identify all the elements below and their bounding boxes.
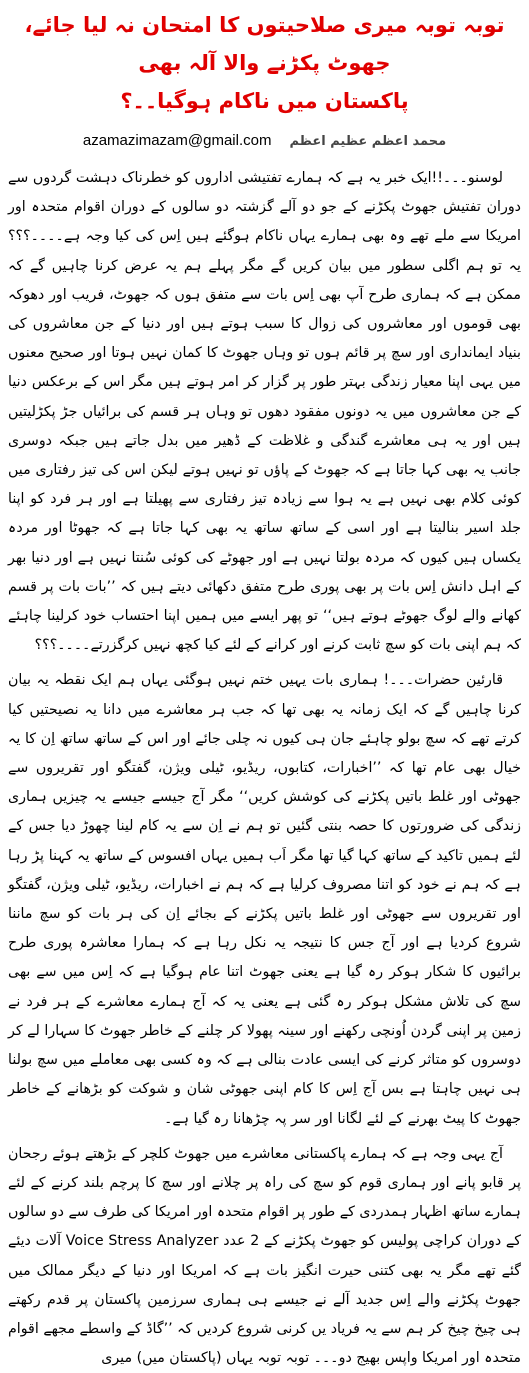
- headline-line-1: توبہ توبہ میری صلاحیتوں کا امتحان نہ لیا جائے، جھوٹ پکڑنے والا آلہ بھی: [24, 13, 505, 75]
- author-name: محمد اعظم عظیم اعظم: [289, 134, 447, 149]
- author-email: azamazimazam@gmail.com: [82, 132, 272, 149]
- headline-line-2: پاکستان میں ناکام ہوگیا۔۔؟: [120, 89, 409, 113]
- paragraph-2: قارئین حضرات۔۔۔! ہماری بات یہیں ختم نہیں ہوگئی یہاں ہم ایک نقطہ یہ بیان کرنا چاہیں گے کہ ایک زمانہ یہ بھی تھا کہ جب ہر معاشرے میں دانا یہ نصیحتیں کیا کرتے تھے کہ سچ بولو چاہئے جان ہی کیوں نہ چلی جائے اور اس کے ساتھ ساتھ اِن کا یہ خیال بھی عام تھا کہ ’’اخبارات، کتابوں، ریڈیو، ٹیلی ویژن، گفتگو اور تقریروں سے جھوٹی اور غلط باتیں پکڑنے کی کوشش کریں‘‘ مگر آج جیسے جیسے یہ چیزیں ہماری زندگی کی ضرورتوں کا حصہ بنتی گئیں تو ہم نے اِن سے یہ کام لینا چھوڑ دیا جس کے لئے ہمیں تاکید کے ساتھ کہا گیا تھا مگر اَب ہمیں یہاں افسوس کے ساتھ یہ کہنا پڑ رہا ہے کہ ہم نے خود کو اتنا مصروف کرلیا ہے کہ ہم نے اخبارات، ریڈیو، ٹیلی ویژن، گفتگو اور تقریروں سے جھوٹی اور غلط باتیں پکڑنے کے بجائے اِن کی ہر بات کو سچ ماننا شروع کردیا ہے اور آج جس کا نتیجہ یہ نکل رہا ہے کہ ہمارا معاشرہ پوری طرح برائیوں کا شکار ہوکر رہ گیا ہے یعنی جھوٹ اتنا عام ہوگیا ہے کہ اِس میں سے بھی سچ کی تلاش مشکل ہوکر رہ گئی ہے یعنی یہ کہ آج ہمارے معاشرے کے ہر فرد نے زمین پر اپنی گردن اُونچی رکھنے اور سینہ پھولا کر چلنے کے خاطر جھوٹ کا سہارا لے کر دوسروں کو متاثر کرنے کی ایسی عادت بنالی ہے کہ وہ کسی بھی معاملے میں سچ بولنا ہی نہیں چاہتا ہے بس آج اِس کا کام اپنی جھوٹی شان و شوکت کو بڑھانے کے خاطر جھوٹ کا پیٹ بھرنے کے لئے لگانا اور سر پہ چڑھانا رہ گیا ہے۔: [8, 672, 521, 1127]
- byline: [0, 132, 529, 152]
- paragraph-1: لوسنو۔۔۔!!ایک خبر یہ ہے کہ ہمارے تفتیشی اداروں کو خطرناک دہشت گردوں سے دوران تفتیش جھوٹ پکڑنے کے جو دو آلے گزشتہ دو سالوں کے دوران اقوام متحدہ اور امریکا سے ملے تھے وہ بھی ہمارے یہاں ناکام ہوگئے ہیں اِس کی کیا وجہ ہے۔۔۔۔؟؟؟ یہ تو ہم اگلی سطور میں بیان کریں گے مگر پہلے ہم یہ عرض کرنا چاہیں گے کہ ممکن ہے کہ ہماری طرح آپ بھی اِس بات سے متفق ہوں کہ جھوٹ، فریب اور دھوکہ بھی قوموں اور معاشروں کی زوال کا سبب ہوتے ہیں اور دنیا کے جن معاشروں کی بنیاد ایمانداری اور سچ پر قائم ہوں تو وہاں جھوٹ کا کمان نہیں ہوتا اور صحیح معنوں میں یہی اپنا معیار زندگی بہتر طور پر گزار کر امر ہوتے ہیں مگر اس کے برعکس دنیا کے جن معاشروں میں یہ دونوں مفقود دھوں تو وہاں ہر قسم کی برائیاں جڑ پکڑلیتیں ہیں اور یہ ہی معاشرے گندگی و غلاظت کے ڈھیر میں بدل جاتے ہیں جبکہ دوسری جانب یہ بھی کہا جاتا ہے کہ جھوٹ کے پاؤں تو نہیں ہوتے لیکن اس کی تیز رفتاری میں کوئی کلام بھی نہیں ہے یہ ہوا سے زیادہ تیز رفتاری سے پھیلتا ہے اور ہر فرد کو اپنا جلد اسیر بنالیتا ہے اور اسی کے ساتھ ساتھ یہ بھی کہا جاتا ہے کہ جھوٹا اور مردہ یکساں ہیں کیوں کہ مردہ بولتا نہیں ہے اور جھوٹے کی کوئی سُنتا نہیں ہے اور دنیا بھر کے اہل دانش اِس بات پر بھی پوری طرح متفق دکھائی دیتے ہیں کہ ’’بات بات پر قسم کھانے والے لوگ جھوٹے ہوتے ہیں‘‘ تو پھر ایسے میں ہمیں اپنا احتساب خود کرلینا چاہئے کہ ہم اپنی بات کو سچ ثابت کرنے اور کرانے کے لئے کیا کچھ نہیں کرگزرتے۔۔۔۔؟؟؟: [8, 170, 521, 654]
- article-headline: [0, 0, 529, 120]
- paragraph-3: آج یہی وجہ ہے کہ ہمارے پاکستانی معاشرے میں جھوٹ کلچر کے بڑھتے ہوئے رجحان پر قابو پانے اور ہماری قوم کو سچ کی راہ پر چلانے اور سچ کا پرچم بلند کرنے کے لئے ہمارے ساتھ اظہار ہمدردی کے طور پر اقوام متحدہ اور امریکا کی طرف سے دو سالوں کے دوران کراچی پولیس کو جھوٹ پکڑنے کے 2 عدد Voice Stress Analyzer آلات دیئے گئے تھے مگر یہ بھی کتنی حیرت انگیز بات ہے کہ امریکا اور دنیا کے دیگر ممالک میں جھوٹ پکڑنے والے اِس جدید آلے نے جیسے ہی ہماری سرزمین پاکستان پر قدم رکھتے ہی چیخ چیخ کر ہم سے یہ فریاد یں کرنی شروع کردیں کہ ’’گاڈ کے واسطے مجھے اقوام متحدہ اور امریکا واپس بھیج دو۔۔۔ توبہ توبہ یہاں (پاکستان میں) میری: [8, 1145, 521, 1367]
- article-body: [0, 164, 529, 1373]
